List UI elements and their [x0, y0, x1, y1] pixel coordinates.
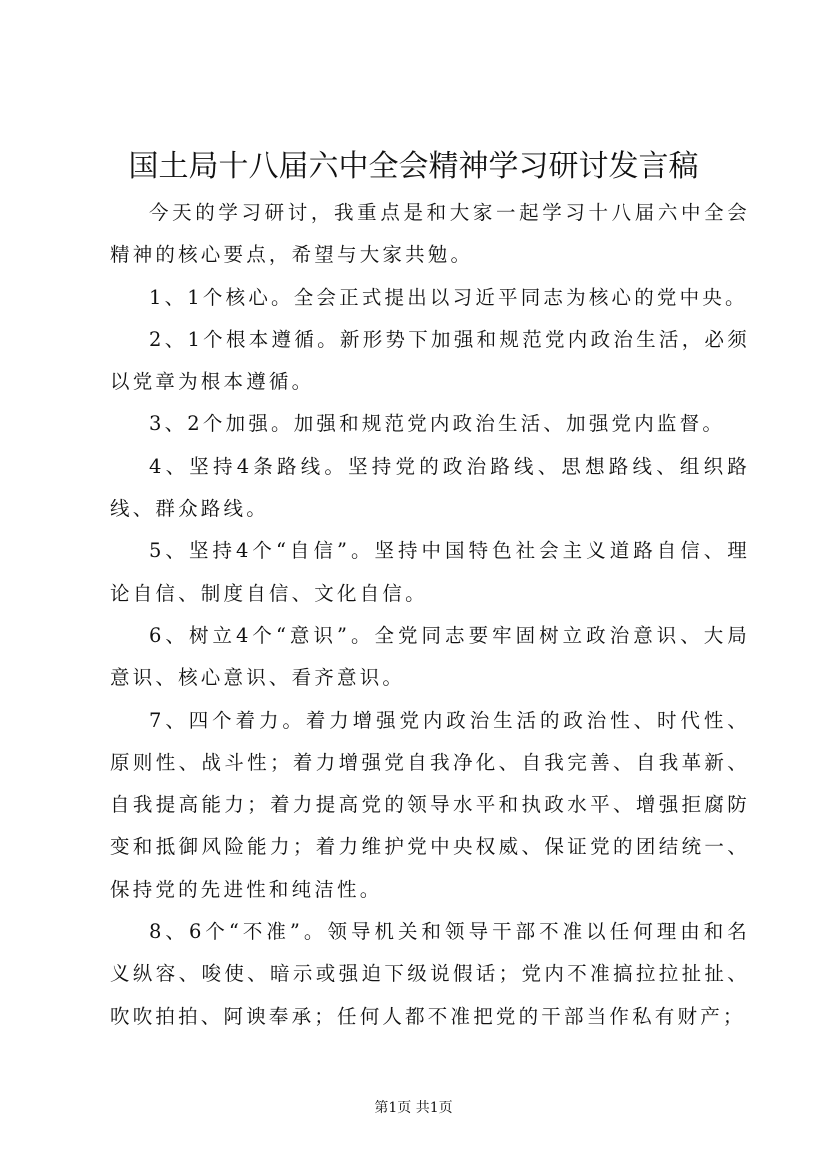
- paragraph-item-3: 3、2个加强。加强和规范党内政治生活、加强党内监督。: [149, 412, 726, 436]
- paragraph-intro: 今天的学习研讨，我重点是和大家一起学习十八届六中全会精神的核心要点，希望与大家共勉。: [110, 201, 750, 267]
- page-footer: 第1页 共1页: [374, 1100, 453, 1116]
- paragraph-item-6: 6、树立4个“意识”。全党同志要牢固树立政治意识、大局意识、核心意识、看齐意识。: [110, 623, 750, 690]
- document-body: [110, 192, 750, 1038]
- paragraph-item-2: 2、1个根本遵循。新形势下加强和规范党内政治生活，必须以党章为根本遵循。: [110, 327, 750, 394]
- paragraph-item-4: 4、坚持4条路线。坚持党的政治路线、思想路线、组织路线、群众路线。: [110, 454, 750, 521]
- document-title: 国土局十八届六中全会精神学习研讨发言稿: [128, 149, 699, 184]
- paragraph-item-1: 1、1个核心。全会正式提出以习近平同志为核心的党中央。: [149, 285, 748, 309]
- paragraph-item-5: 5、坚持4个“自信”。坚持中国特色社会主义道路自信、理论自信、制度自信、文化自信。: [110, 539, 750, 605]
- paragraph-item-7: 7、四个着力。着力增强党内政治生活的政治性、时代性、原则性、战斗性；着力增强党自我净化、自我完善、自我革新、自我提高能力；着力提高党的领导水平和执政水平、增强拒腐防变和抵御风险能力；着力维护党中央权威、保证党的团结统一、保持党的先进性和纯洁性。: [110, 708, 750, 901]
- paragraph-item-8: 8、6个“不准”。领导机关和领导干部不准以任何理由和名义纵容、唆使、暗示或强迫下级说假话；党内不准搞拉拉扯扯、吹吹拍拍、阿谀奉承；任何人都不准把党的干部当作私有财产；: [110, 920, 750, 1028]
